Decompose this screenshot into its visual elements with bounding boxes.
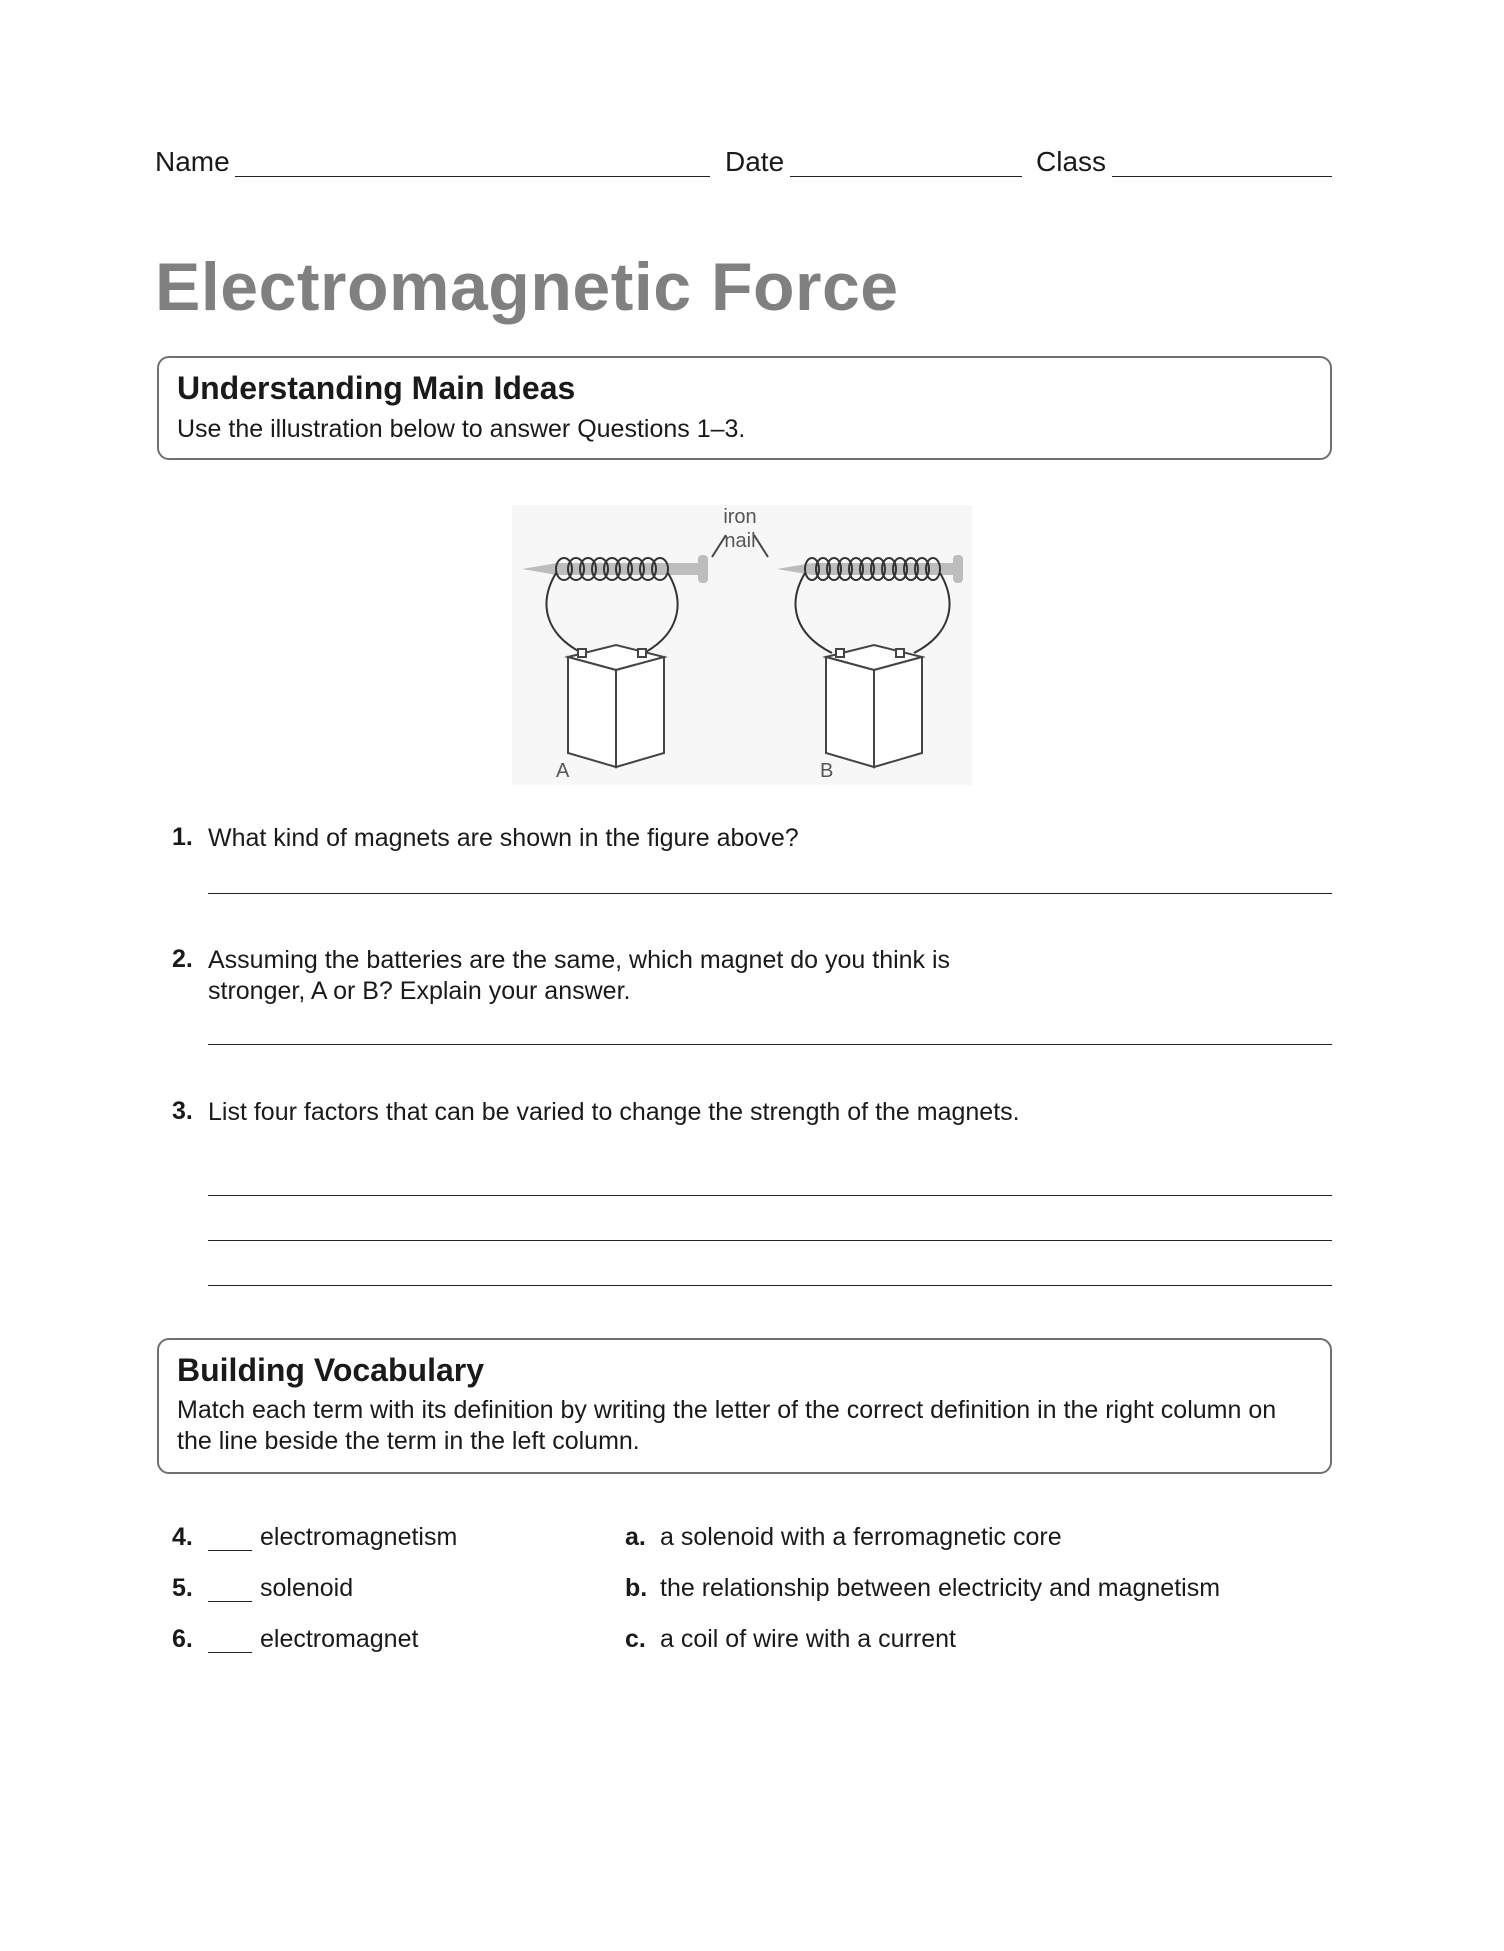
definition-b: the relationship between electricity and magnetism: [660, 1574, 1221, 1602]
question-1-number: 1.: [172, 823, 193, 851]
answer-line-1[interactable]: [208, 893, 1332, 894]
answer-line-3c[interactable]: [208, 1285, 1332, 1286]
definition-b-letter: b.: [625, 1574, 648, 1602]
question-3-text: List four factors that can be varied to change the strength of the magnets.: [208, 1098, 1020, 1126]
term-4: electromagnetism: [260, 1523, 458, 1551]
battery-b: [826, 645, 922, 767]
term-6-number: 6.: [172, 1625, 193, 1653]
main-ideas-instructions: Use the illustration below to answer Questions 1–3.: [177, 415, 746, 443]
question-2-number: 2.: [172, 945, 193, 973]
iron-label: iron: [723, 506, 757, 528]
main-ideas-box: [157, 356, 1332, 460]
term-5-blank[interactable]: [208, 1601, 252, 1602]
label-b: B: [820, 760, 834, 782]
definition-c-letter: c.: [625, 1625, 646, 1653]
vocabulary-box: [157, 1338, 1332, 1474]
name-label: Name: [155, 146, 230, 177]
electromagnet-figure: [512, 505, 972, 785]
definition-a: a solenoid with a ferromagnetic core: [660, 1523, 1062, 1551]
class-field[interactable]: [1112, 176, 1332, 177]
answer-line-2[interactable]: [208, 1044, 1332, 1045]
term-5: solenoid: [260, 1574, 354, 1602]
main-ideas-heading: Understanding Main Ideas: [177, 370, 576, 406]
class-label: Class: [1036, 146, 1107, 177]
term-4-number: 4.: [172, 1523, 193, 1551]
battery-a: [568, 645, 664, 767]
vocabulary-heading: Building Vocabulary: [177, 1352, 484, 1388]
electromagnet-illustration: [512, 505, 972, 785]
term-4-blank[interactable]: [208, 1550, 252, 1551]
answer-line-3a[interactable]: [208, 1195, 1332, 1196]
term-5-number: 5.: [172, 1574, 193, 1602]
date-label: Date: [725, 146, 785, 177]
question-1-text: What kind of magnets are shown in the figure above?: [208, 824, 799, 852]
answer-line-3b[interactable]: [208, 1240, 1332, 1241]
vocabulary-instructions: Match each term with its definition by writing the letter of the correct definition in the right column on the line beside the term in the left column.: [177, 1396, 1277, 1455]
nail-label: nail: [724, 530, 756, 552]
question-2-text: Assuming the batteries are the same, which magnet do you think is stronger, A or B? Explain your answer.: [208, 946, 951, 1005]
definition-a-letter: a.: [625, 1523, 646, 1551]
definition-c: a coil of wire with a current: [660, 1625, 956, 1653]
page-title: Electromagnetic Force: [155, 249, 899, 325]
label-a: A: [556, 760, 570, 782]
question-3-number: 3.: [172, 1097, 193, 1125]
date-field[interactable]: [790, 176, 1022, 177]
name-field[interactable]: [235, 176, 710, 177]
term-6-blank[interactable]: [208, 1652, 252, 1653]
term-6: electromagnet: [260, 1625, 419, 1653]
